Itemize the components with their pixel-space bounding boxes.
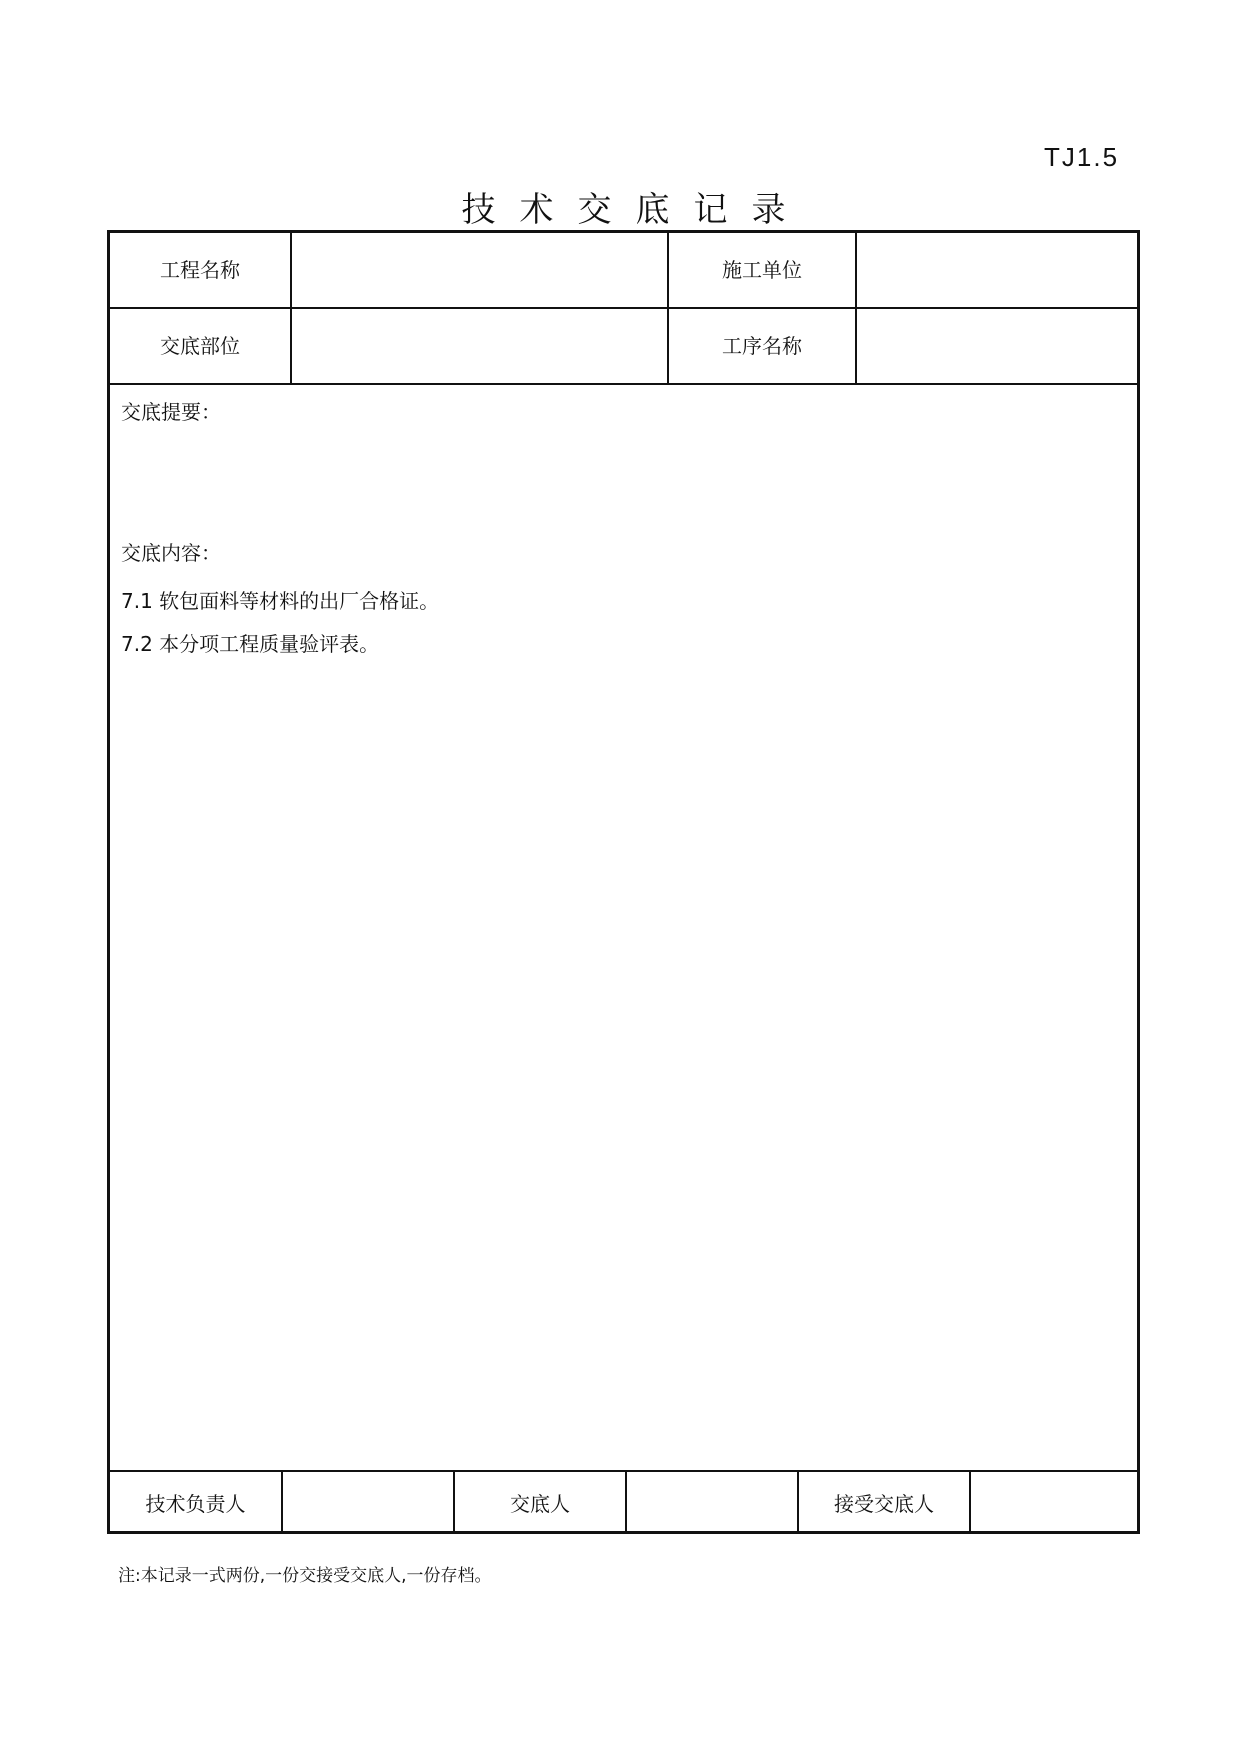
technical-disclosure-form: [107, 230, 1140, 1534]
tech-lead-label: 技术负责人: [145, 1492, 246, 1516]
discloser-label: 交底人: [510, 1492, 570, 1516]
footnote: 注:本记录一式两份,一份交接受交底人,一份存档。: [118, 1566, 492, 1586]
divider: [110, 1470, 1137, 1472]
divider: [110, 383, 1137, 385]
divider: [110, 307, 1137, 309]
disclosure-part-label: 交底部位: [160, 334, 240, 358]
content-item: 7.2 本分项工程质量验评表。: [121, 632, 380, 656]
project-name-label: 工程名称: [160, 258, 240, 282]
construction-unit-label: 施工单位: [722, 258, 802, 282]
divider: [625, 1470, 627, 1534]
content-label: 交底内容：: [121, 541, 221, 565]
process-name-label: 工序名称: [722, 334, 802, 358]
divider: [281, 1470, 283, 1534]
form-code: TJ1.5: [1044, 142, 1120, 172]
receiver-label: 接受交底人: [834, 1492, 934, 1516]
divider: [969, 1470, 971, 1534]
summary-label: 交底提要：: [121, 400, 221, 424]
page-title: 技术交底记录: [461, 190, 810, 230]
content-item: 7.1 软包面料等材料的出厂合格证。: [121, 589, 440, 613]
